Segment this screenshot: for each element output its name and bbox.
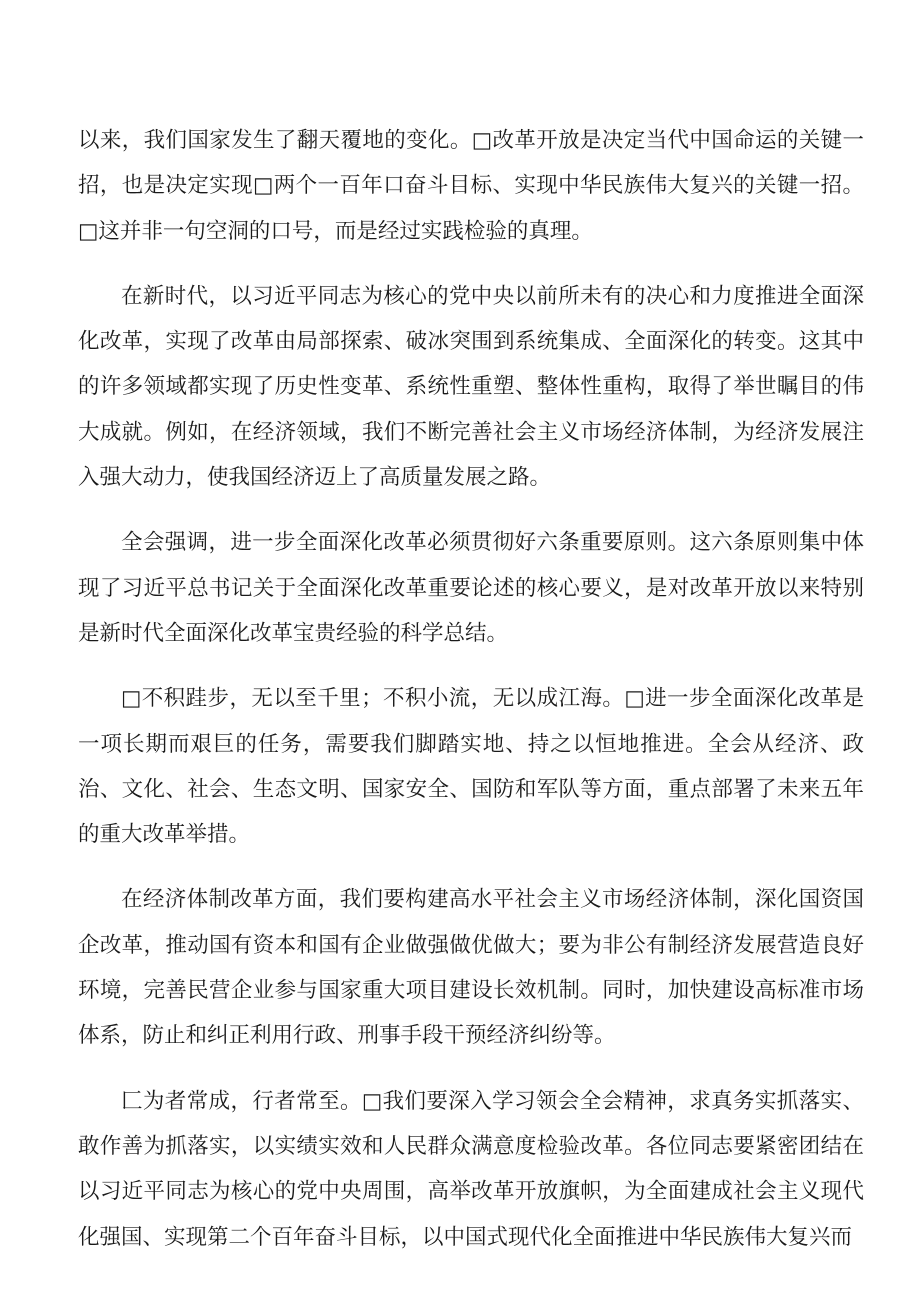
paragraph-4: □不积跬步，无以至千里；不积小流，无以成江海。□进一步全面深化改革是一项长期而艰巨的任务，需要我们脚踏实地、持之以恒地推进。全会从经济、政治、文化、社会、生态文明、国家安全、国防和军队等方面，重点部署了未来五年的重大改革举措。 [78,686,864,848]
paragraph-1: 以来，我们国家发生了翻天覆地的变化。□改革开放是决定当代中国命运的关键一招，也是决定实现□两个一百年口奋斗目标、实现中华民族伟大复兴的关键一招。□这并非一句空洞的口号，而是经过实践检验的真理。 [78,128,864,244]
paragraph-6: 匚为者常成，行者常至。□我们要深入学习领会全会精神，求真务实抓落实、敢作善为抓落实，以实绩实效和人民群众满意度检验改革。各位同志要紧密团结在以习近平同志为核心的党中央周围，高举改革开放旗帜，为全面建成社会主义现代化强国、实现第二个百年奋斗目标，以中国式现代化全面推进中华民族伟大复兴而 [78,1088,864,1250]
paragraph-3: 全会强调，进一步全面深化改革必须贯彻好六条重要原则。这六条原则集中体现了习近平总书记关于全面深化改革重要论述的核心要义，是对改革开放以来特别是新时代全面深化改革宝贵经验的科学总结。 [78,530,864,646]
document-body [78,118,864,1280]
paragraph-2: 在新时代，以习近平同志为核心的党中央以前所未有的决心和力度推进全面深化改革，实现了改革由局部探索、破冰突围到系统集成、全面深化的转变。这其中的许多领域都实现了历史性变革、系统性重塑、整体性重构，取得了举世瞩目的伟大成就。例如，在经济领域，我们不断完善社会主义市场经济体制，为经济发展注入强大动力，使我国经济迈上了高质量发展之路。 [78,283,864,491]
paragraph-5: 在经济体制改革方面，我们要构建高水平社会主义市场经济体制，深化国资国企改革，推动国有资本和国有企业做强做优做大；要为非公有制经济发展营造良好环境，完善民营企业参与国家重大项目建设长效机制。同时，加快建设高标准市场体系，防止和纠正利用行政、刑事手段干预经济纠纷等。 [78,887,864,1049]
